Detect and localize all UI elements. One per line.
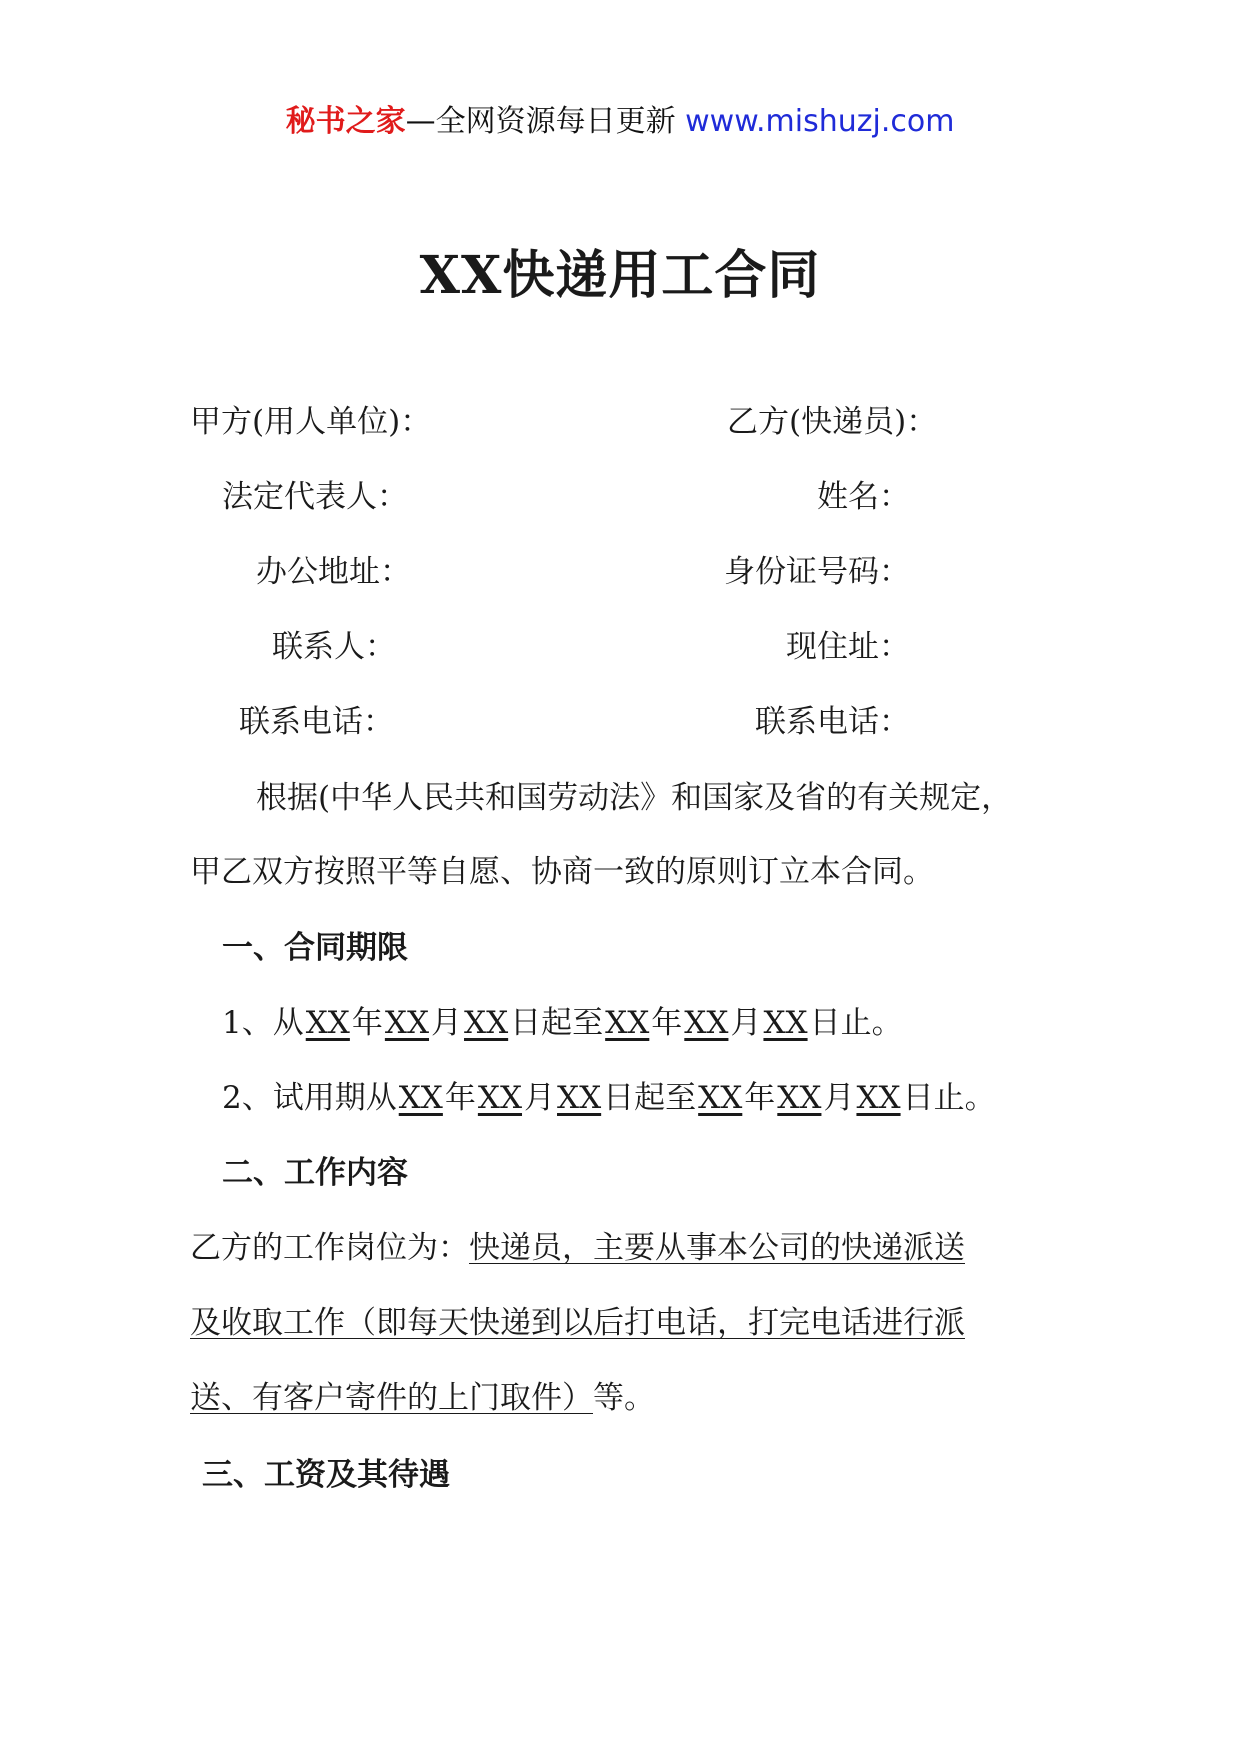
job-line-3: [190, 1378, 655, 1418]
party-b-name: 姓名：: [817, 479, 910, 515]
section-1-heading: 一、合同期限: [222, 930, 408, 966]
party-b-phone: 联系电话：: [755, 704, 910, 740]
party-b-address: 现住址：: [786, 629, 910, 665]
job-description-tail: 等。: [593, 1380, 655, 1416]
party-a-legal-rep: 法定代表人：: [222, 479, 408, 515]
job-line-1: [190, 1228, 965, 1268]
header-tagline: —全网资源每日更新: [405, 104, 676, 139]
date-unit: 年: [651, 1005, 683, 1041]
party-b-label: 乙方(快递员)：: [727, 404, 938, 440]
blank-field: XX: [777, 1080, 822, 1116]
document-title: XX快递用工合同: [419, 245, 821, 306]
date-unit: 日止。: [809, 1005, 903, 1041]
date-unit: 月: [524, 1080, 556, 1116]
job-prefix: 乙方的工作岗位为：: [190, 1230, 469, 1266]
blank-field: XX: [384, 1005, 430, 1041]
party-a-label: 甲方(用人单位)：: [190, 404, 432, 440]
party-b-id-number: 身份证号码：: [724, 554, 910, 590]
blank-field: XX: [605, 1005, 650, 1041]
blank-field: XX: [763, 1005, 808, 1041]
blank-field: XX: [398, 1080, 443, 1116]
term-item-2-prefix: 2、试用期从: [222, 1080, 397, 1116]
job-description-part-1: 快递员，主要从事本公司的快递派送: [469, 1230, 965, 1266]
date-unit: 日止。: [902, 1080, 996, 1116]
date-unit: 日起至: [510, 1005, 604, 1041]
blank-field: XX: [684, 1005, 729, 1041]
intro-line-2: 甲乙双方按照平等自愿、协商一致的原则订立本合同。: [190, 854, 934, 890]
job-description-part-2: 及收取工作（即每天快递到以后打电话，打完电话进行派: [190, 1305, 965, 1341]
blank-field: XX: [557, 1080, 602, 1116]
party-a-contact: 联系人：: [272, 629, 396, 665]
date-unit: 日起至: [603, 1080, 697, 1116]
section-3-heading: 三、工资及其待遇: [202, 1457, 450, 1493]
date-unit: 年: [744, 1080, 776, 1116]
site-link[interactable]: www.mishuzj.com: [685, 104, 955, 139]
blank-field: XX: [305, 1005, 350, 1041]
blank-field: XX: [477, 1080, 523, 1116]
party-a-phone: 联系电话：: [239, 704, 394, 740]
date-unit: 月: [823, 1080, 855, 1116]
term-item-1-prefix: 1、从: [222, 1005, 304, 1041]
term-item-1: [222, 1003, 903, 1043]
party-a-address: 办公地址：: [256, 554, 411, 590]
blank-field: XX: [698, 1080, 743, 1116]
section-2-heading: 二、工作内容: [222, 1155, 408, 1191]
blank-field: XX: [856, 1080, 901, 1116]
intro-line-1: 根据(中华人民共和国劳动法》和国家及省的有关规定，: [256, 780, 1013, 816]
date-unit: 年: [444, 1080, 476, 1116]
date-unit: 月: [730, 1005, 762, 1041]
job-line-2: [190, 1303, 965, 1343]
date-unit: 月: [431, 1005, 463, 1041]
blank-field: XX: [464, 1005, 509, 1041]
job-description-part-3: 送、有客户寄件的上门取件）: [190, 1380, 593, 1416]
brand-name: 秘书之家: [285, 104, 406, 139]
term-item-2: [222, 1078, 996, 1118]
date-unit: 年: [351, 1005, 383, 1041]
site-header: [0, 102, 1240, 142]
